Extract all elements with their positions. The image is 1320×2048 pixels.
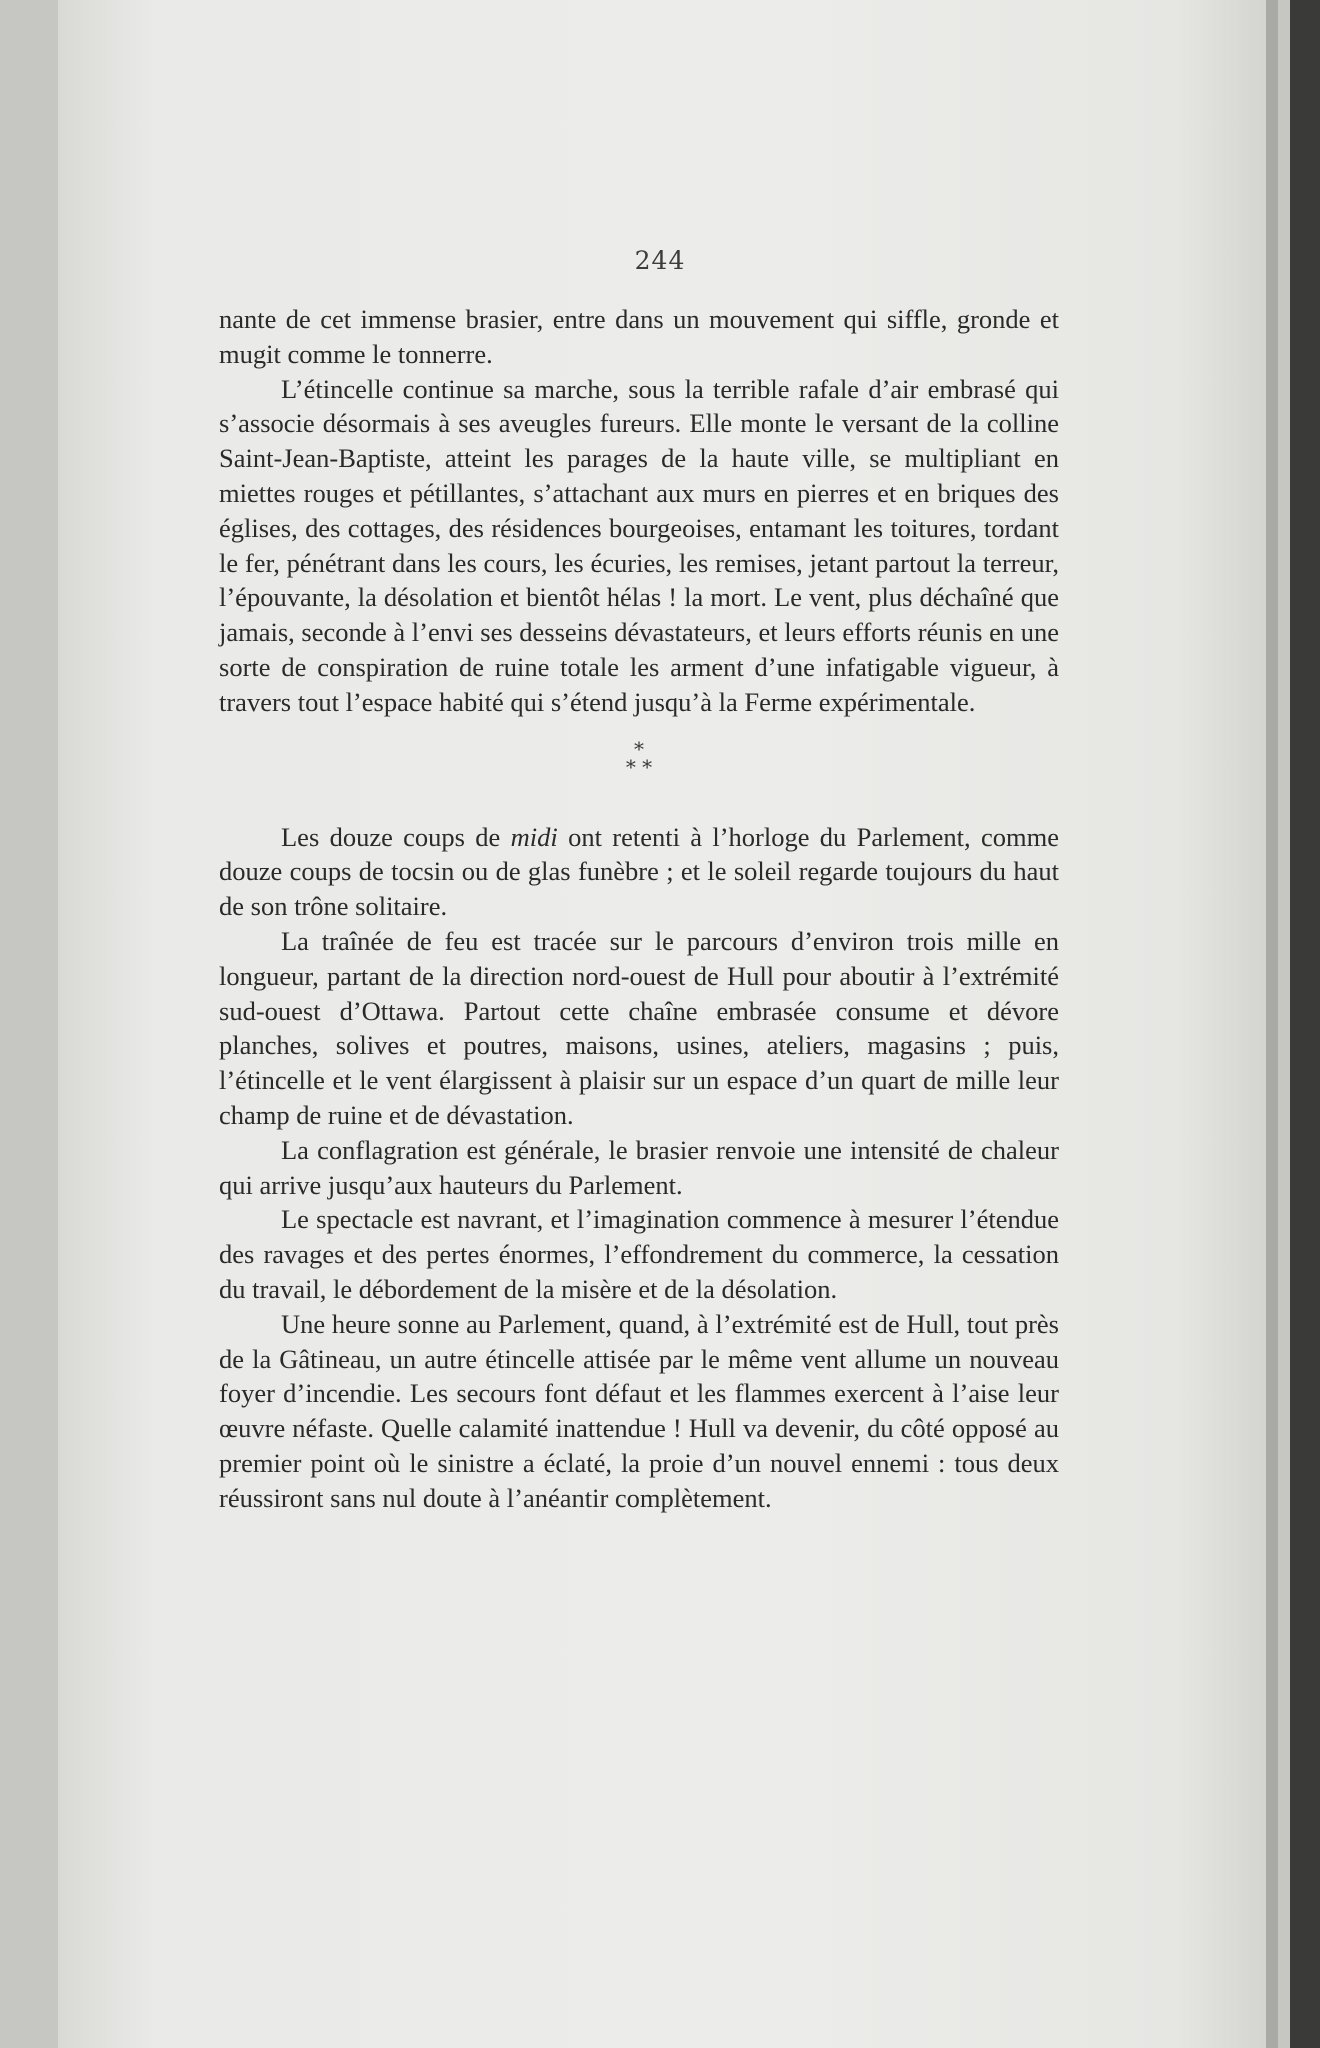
midi-text-before: Les douze coups de: [281, 821, 511, 852]
asterism-top-star: *: [634, 736, 644, 761]
gutter-shadow: [1266, 0, 1278, 2048]
asterism-bottom-stars: * *: [625, 754, 653, 779]
page-number: 244: [634, 246, 686, 275]
paragraph-continued: nante de cet immense brasier, entre dans un mouvement qui siffle, gronde et mugit comme le tonnerre.: [219, 304, 1059, 369]
paragraph: Le spectacle est navrant, et l’imagination commence à mesurer l’étendue des ravages et des pertes énormes, l’effondrement du commerce, la cessation du travail, le débordement de la misère et de la désolation.: [219, 1204, 1059, 1304]
section-divider: [219, 720, 1059, 820]
paragraph: Une heure sonne au Parlement, quand, à l’extrémité est de Hull, tout près de la Gâtineau, un autre étincelle attisée par le même vent allume un nouveau foyer d’incendie. Les secours font défaut et les flammes exercent à l’aise leur œuvre néfaste. Quelle calamité inattendue ! Hull va devenir, du côté opposé au premier point où le sinistre a éclaté, la proie d’un nouvel ennemi : tous deux réussiront sans nul doute à l’anéantir complètement.: [219, 1308, 1059, 1513]
asterism: [219, 736, 1059, 779]
midi-text-after: ont retenti à l’horloge du Parlement, comme douze coups de tocsin ou de glas funèbre ; et le soleil regarde toujours du haut de son trône solitaire.: [219, 821, 1059, 922]
paragraph: L’étincelle continue sa marche, sous la terrible rafale d’air embrasé qui s’associe désormais à ses aveugles fureurs. Elle monte le versant de la colline Saint-Jean-Baptiste, atteint les parages de la haute ville, se multipliant en miettes rouges et pétillantes, s’attachant aux murs en pierres et en briques des églises, des cottages, des résidences bourgeoises, entamant les toitures, tordant le fer, pénétrant dans les cours, les écuries, les remises, jetant partout la terreur, l’épouvante, la désolation et bientôt hélas ! la mort. Le vent, plus déchaîné que jamais, seconde à l’envi ses desseins dévastateurs, et leurs efforts réunis en une sorte de conspiration de ruine totale les arment d’une infatigable vigueur, à travers tout l’espace habité qui s’étend jusqu’à la Ferme expérimentale.: [219, 373, 1059, 717]
paragraph: La conflagration est générale, le brasier renvoie une intensité de chaleur qui arrive jusqu’aux hauteurs du Parlement.: [219, 1134, 1059, 1200]
body-text: [219, 302, 1059, 1516]
paragraph: La traînée de feu est tracée sur le parcours d’environ trois mille en longueur, partant de la direction nord-ouest de Hull pour aboutir à l’extrémité sud-ouest d’Ottawa. Partout cette chaîne embrasée consume et dévore planches, solives et poutres, maisons, usines, ateliers, magasins ; puis, l’étincelle et le vent élargissent à plaisir sur un espace d’un quart de mille leur champ de ruine et de dévastation.: [219, 925, 1059, 1130]
midi-emphasis: midi: [510, 821, 558, 852]
adjacent-page-edge: [1290, 0, 1320, 2048]
paragraph-midi: [219, 820, 1059, 924]
